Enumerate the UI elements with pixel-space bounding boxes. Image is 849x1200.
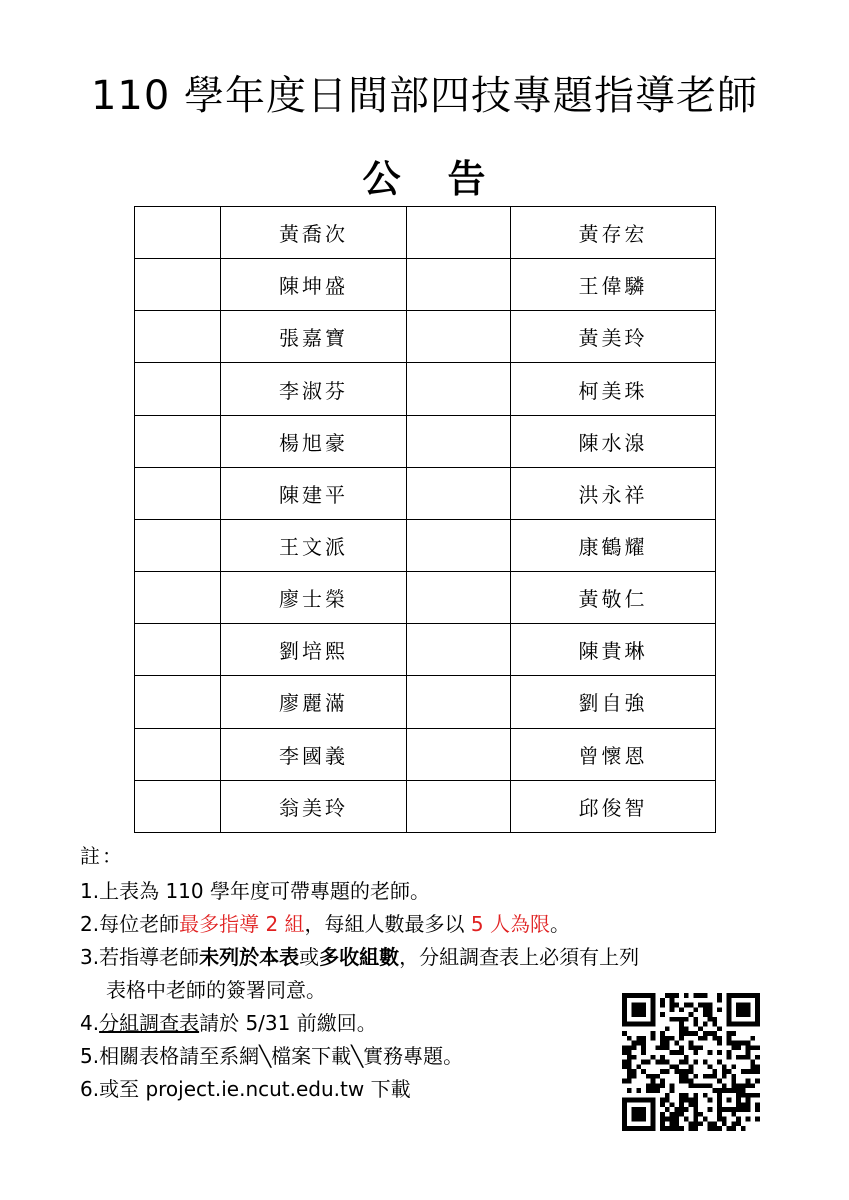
- table-row: [135, 415, 716, 467]
- note-number: 2.: [80, 912, 100, 936]
- table-row: [135, 311, 716, 363]
- note-text: ，分組調查表上必須有上列: [399, 945, 640, 969]
- note-bold: 未列於本表: [199, 945, 300, 969]
- note-number: 6.: [80, 1077, 100, 1101]
- page-subtitle: [0, 148, 849, 203]
- teacher-name-cell: 康鶴耀: [511, 519, 716, 571]
- note-highlight: 最多指導: [179, 912, 260, 936]
- teacher-name-cell: 邱俊智: [511, 780, 716, 832]
- note-number: 1.: [80, 879, 100, 903]
- teacher-name-cell: 陳貴琳: [511, 624, 716, 676]
- note-number: 4.: [80, 1011, 100, 1035]
- teacher-name-cell: 曾懷恩: [511, 728, 716, 780]
- teacher-name-cell: 翁美玲: [221, 780, 407, 832]
- blank-cell: [135, 207, 221, 259]
- teacher-name-cell: 黃敬仁: [511, 572, 716, 624]
- blank-cell: [135, 728, 221, 780]
- blank-cell: [135, 519, 221, 571]
- qr-code-icon[interactable]: [622, 993, 760, 1131]
- teacher-name-cell: 李國義: [221, 728, 407, 780]
- note-text: 學年度可帶專題的老師。: [209, 879, 430, 903]
- blank-cell: [407, 572, 511, 624]
- teacher-name-cell: 李淑芬: [221, 363, 407, 415]
- page-title: 110 學年度日間部四技專題指導老師: [90, 73, 759, 119]
- teacher-name-cell: 王偉驎: [511, 259, 716, 311]
- note-item-3: [80, 941, 820, 974]
- teacher-name-cell: 陳水湶: [511, 415, 716, 467]
- blank-cell: [135, 624, 221, 676]
- teacher-name-cell: 劉自強: [511, 676, 716, 728]
- table-row: [135, 728, 716, 780]
- note-item-2: [80, 908, 820, 941]
- table-row: [135, 207, 716, 259]
- note-text: 相關表格請至系網╲檔案下載╲實務專題。: [99, 1044, 464, 1068]
- table-row: [135, 624, 716, 676]
- note-text: 請於: [199, 1011, 240, 1035]
- teacher-name-cell: 張嘉寶: [221, 311, 407, 363]
- note-text: 前繳回。: [296, 1011, 377, 1035]
- teacher-name-cell: 廖麗滿: [221, 676, 407, 728]
- note-highlight: 人為限: [490, 912, 550, 936]
- teacher-name-cell: 黃美玲: [511, 311, 716, 363]
- notes-label: 註：: [80, 844, 124, 868]
- blank-cell: [135, 311, 221, 363]
- note-text: 。: [550, 912, 570, 936]
- note-item-3-continued: 表格中老師的簽署同意。: [106, 978, 326, 1002]
- note-bold: 多收組數: [319, 945, 400, 969]
- blank-cell: [135, 415, 221, 467]
- table-row: [135, 519, 716, 571]
- note-text: 每位老師: [99, 912, 180, 936]
- blank-cell: [407, 676, 511, 728]
- teacher-name-cell: 黃喬次: [221, 207, 407, 259]
- blank-cell: [407, 259, 511, 311]
- note-item-1: [80, 875, 820, 908]
- blank-cell: [135, 259, 221, 311]
- blank-cell: [407, 780, 511, 832]
- note-text: 下載: [370, 1077, 411, 1101]
- note-text: ，每組人數最多以: [304, 912, 465, 936]
- table-row: [135, 676, 716, 728]
- blank-cell: [135, 363, 221, 415]
- table-row: [135, 572, 716, 624]
- blank-cell: [135, 467, 221, 519]
- note-text: 若指導老師: [99, 945, 200, 969]
- teacher-name-cell: 劉培熙: [221, 624, 407, 676]
- blank-cell: [135, 780, 221, 832]
- teacher-name-cell: 洪永祥: [511, 467, 716, 519]
- blank-cell: [407, 624, 511, 676]
- blank-cell: [135, 572, 221, 624]
- note-highlight: 2: [259, 912, 285, 936]
- table-row: [135, 259, 716, 311]
- blank-cell: [407, 519, 511, 571]
- table-row: [135, 363, 716, 415]
- teacher-name-cell: 廖士榮: [221, 572, 407, 624]
- subtitle-char-1: 公: [362, 156, 402, 201]
- note-highlight: 5: [464, 912, 490, 936]
- teacher-name-cell: 陳坤盛: [221, 259, 407, 311]
- note-text: 5/31: [239, 1011, 297, 1035]
- blank-cell: [407, 728, 511, 780]
- blank-cell: [407, 363, 511, 415]
- teacher-name-cell: 楊旭豪: [221, 415, 407, 467]
- blank-cell: [135, 676, 221, 728]
- advisor-table: [134, 206, 716, 833]
- subtitle-char-2: 告: [447, 156, 487, 201]
- teacher-name-cell: 柯美珠: [511, 363, 716, 415]
- note-number: 5.: [80, 1044, 100, 1068]
- table-row: [135, 780, 716, 832]
- note-text: 110: [159, 879, 210, 903]
- note-text: 或: [299, 945, 320, 969]
- blank-cell: [407, 467, 511, 519]
- note-underline: 分組調查表: [99, 1011, 200, 1035]
- teacher-name-cell: 王文派: [221, 519, 407, 571]
- teacher-name-cell: 黃存宏: [511, 207, 716, 259]
- note-link-text: project.ie.ncut.edu.tw: [139, 1077, 371, 1101]
- note-highlight: 組: [284, 912, 305, 936]
- blank-cell: [407, 311, 511, 363]
- teacher-name-cell: 陳建平: [221, 467, 407, 519]
- note-text: 上表為: [99, 879, 160, 903]
- note-number: 3.: [80, 945, 100, 969]
- blank-cell: [407, 207, 511, 259]
- table-row: [135, 467, 716, 519]
- note-text: 或至: [99, 1077, 140, 1101]
- blank-cell: [407, 415, 511, 467]
